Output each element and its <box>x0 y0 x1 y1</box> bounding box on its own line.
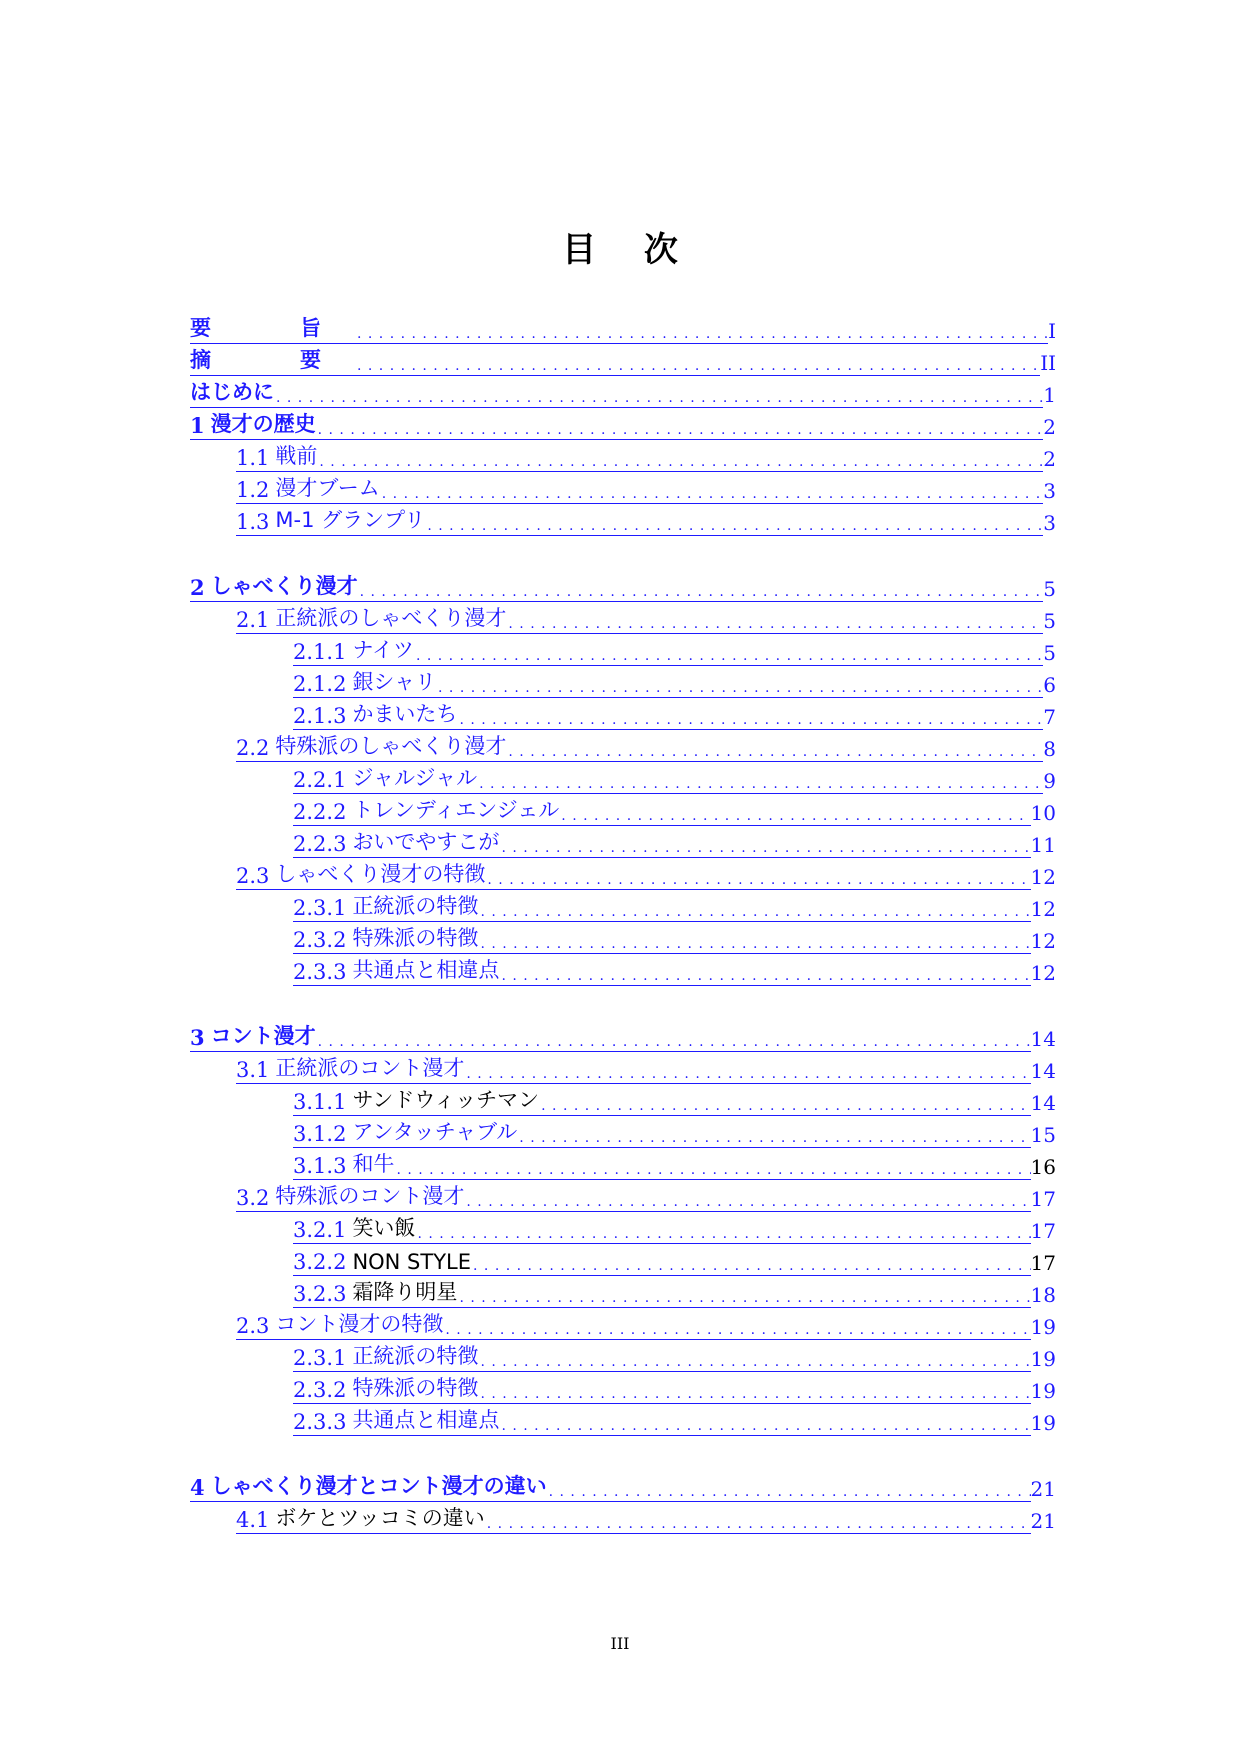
toc-entry-page: 14 <box>1030 1091 1056 1115</box>
toc-entry[interactable] <box>236 506 1056 536</box>
toc-entry-link[interactable] <box>190 314 1048 344</box>
toc-entry-number: 3.1.3 <box>293 1154 347 1178</box>
toc-entry-link[interactable] <box>293 924 1031 954</box>
toc-entry-title: 共通点と相違点 <box>352 958 500 982</box>
toc-entry-title: 正統派のしゃべくり漫才 <box>275 606 507 630</box>
toc-entry-link[interactable] <box>190 1022 1031 1052</box>
toc-entry-page: 17 <box>1030 1187 1056 1211</box>
toc-entry-page: 19 <box>1030 1315 1056 1339</box>
toc-entry-page: I <box>1048 319 1056 343</box>
toc-entry-number: 2.2.3 <box>293 832 347 856</box>
toc-entry-title: 共通点と相違点 <box>352 1408 500 1432</box>
toc-entry[interactable] <box>236 442 1056 472</box>
toc-entry-page: 1 <box>1043 383 1056 407</box>
dot-leader <box>541 1098 1030 1114</box>
toc-entry-link[interactable] <box>236 1182 1031 1212</box>
toc-entry-title: コント漫才 <box>210 1024 316 1048</box>
toc-entry[interactable] <box>293 668 1056 698</box>
toc-entry-title: 特殊派のしゃべくり漫才 <box>275 734 507 758</box>
toc-entry-title: コント漫才の特徴 <box>275 1312 444 1336</box>
toc-entry-number: 1.2 <box>236 478 270 502</box>
toc-entry-number: 2.3.1 <box>293 896 347 920</box>
toc-entry-number: 1.1 <box>236 446 270 470</box>
toc-entry-page: 21 <box>1030 1477 1056 1501</box>
toc-entry-page: 11 <box>1030 833 1056 857</box>
toc-entry-link[interactable] <box>293 668 1043 698</box>
toc-entry[interactable] <box>190 346 1056 376</box>
toc-entry-number: 2.2.2 <box>293 800 347 824</box>
toc-entry-link[interactable] <box>236 1310 1031 1340</box>
toc-entry-link[interactable] <box>293 1086 1031 1116</box>
toc-entry-link[interactable] <box>293 1118 1031 1148</box>
toc-entry-number: 2 <box>190 575 205 600</box>
dot-leader <box>487 872 1030 888</box>
toc-entry-page: 10 <box>1030 801 1056 825</box>
toc-entry-number: 3.2.2 <box>293 1250 347 1274</box>
toc-entry-page: 3 <box>1043 479 1056 503</box>
dot-leader <box>438 680 1043 696</box>
toc-entry[interactable] <box>293 1278 1056 1308</box>
toc-entry[interactable] <box>293 796 1056 826</box>
toc-entry-page: 3 <box>1043 511 1056 535</box>
toc-entry[interactable] <box>236 474 1056 504</box>
toc-entry-page: 7 <box>1043 705 1056 729</box>
toc-entry[interactable] <box>293 1342 1056 1372</box>
toc-entry[interactable] <box>190 1022 1056 1052</box>
toc-entry-number: 2.3 <box>236 864 270 888</box>
toc-entry[interactable] <box>293 764 1056 794</box>
toc-entry[interactable] <box>293 1374 1056 1404</box>
toc-entry-number: 3.1 <box>236 1058 270 1082</box>
toc-entry-link[interactable] <box>236 732 1043 762</box>
toc-entry[interactable] <box>236 1182 1056 1212</box>
toc-entry[interactable] <box>293 956 1056 986</box>
page-number: III <box>610 1634 630 1653</box>
toc-entry-link[interactable] <box>293 1342 1031 1372</box>
toc-entry[interactable] <box>293 1118 1056 1148</box>
toc-entry-page: 8 <box>1043 737 1056 761</box>
toc-entry-title: 特殊派のコント漫才 <box>275 1184 465 1208</box>
toc-entry[interactable] <box>293 1086 1056 1116</box>
toc-entry-link[interactable] <box>236 860 1031 890</box>
toc-entry-title: 銀シャリ <box>352 670 437 694</box>
toc-entry-page: 15 <box>1030 1123 1056 1147</box>
dot-leader <box>501 840 1030 856</box>
dot-leader <box>417 1226 1030 1242</box>
toc-entry-page: 12 <box>1030 865 1056 889</box>
toc-entry[interactable] <box>293 1406 1056 1436</box>
toc-entry-page: 12 <box>1030 897 1056 921</box>
dot-leader <box>382 486 1043 502</box>
toc-entry-title: 特殊派の特徴 <box>352 926 479 950</box>
toc-entry-title: 和牛 <box>352 1152 395 1176</box>
dot-leader <box>508 616 1043 632</box>
dot-leader <box>276 390 1043 406</box>
toc-entry-link[interactable] <box>190 410 1043 440</box>
dot-leader <box>360 584 1044 600</box>
toc-entry-page: 2 <box>1043 415 1056 439</box>
toc-entry-link[interactable] <box>236 506 1043 536</box>
toc-entry-link[interactable] <box>190 572 1043 602</box>
dot-leader <box>519 1130 1030 1146</box>
toc-entry-title: 特殊派の特徴 <box>352 1376 479 1400</box>
toc-entry-page: 5 <box>1043 577 1056 601</box>
toc-entry-title: しゃべくり漫才とコント漫才の違い <box>210 1474 547 1498</box>
toc-entry-number: 4.1 <box>236 1508 270 1532</box>
toc-entry[interactable] <box>190 410 1056 440</box>
toc-entry-page: 18 <box>1030 1283 1056 1307</box>
toc-entry-number: 2.1.1 <box>293 640 347 664</box>
toc-entry-page: 9 <box>1043 769 1056 793</box>
toc-entry-link[interactable] <box>190 1472 1031 1502</box>
toc-entry[interactable] <box>293 1246 1056 1276</box>
toc-entry-number: 3.2 <box>236 1186 270 1210</box>
toc-entry[interactable] <box>236 732 1056 762</box>
toc-entry-number: 2.3.3 <box>293 1410 347 1434</box>
toc-entry-number: 4 <box>190 1475 205 1500</box>
dot-leader <box>459 1290 1030 1306</box>
dot-leader <box>501 968 1030 984</box>
toc-entry-link[interactable] <box>190 378 1043 408</box>
toc-entry-title: 正統派の特徴 <box>352 894 479 918</box>
toc-entry-title: 摘 要 <box>190 348 355 372</box>
dot-leader <box>357 358 1040 374</box>
toc-entry-title: アンタッチャブル <box>352 1120 518 1144</box>
toc-entry-number: 1.3 <box>236 510 270 534</box>
toc-entry-link[interactable] <box>293 1250 1031 1276</box>
toc-entry-page: 19 <box>1030 1347 1056 1371</box>
toc-entry[interactable] <box>190 1472 1056 1502</box>
toc-entry[interactable] <box>190 378 1056 408</box>
toc-entry-link[interactable] <box>236 1054 1031 1084</box>
dot-leader <box>459 712 1043 728</box>
dot-leader <box>501 1418 1030 1434</box>
toc-entry-link[interactable] <box>236 604 1043 634</box>
toc-entry-link[interactable] <box>293 700 1043 730</box>
toc-entry[interactable] <box>293 1214 1056 1244</box>
toc-entry-link[interactable] <box>293 1374 1031 1404</box>
dot-leader <box>487 1516 1031 1532</box>
toc-entry-number: 2.1.2 <box>293 672 347 696</box>
dot-leader <box>466 1194 1030 1210</box>
toc-entry[interactable] <box>236 860 1056 890</box>
toc-entry-page: 12 <box>1030 961 1056 985</box>
toc-entry-page: 5 <box>1043 641 1056 665</box>
toc-entry[interactable] <box>293 1150 1056 1180</box>
toc-entry-number: 3.2.3 <box>293 1282 347 1306</box>
toc-entry-link[interactable] <box>293 764 1043 794</box>
toc-entry-number: 2.3.3 <box>293 960 347 984</box>
toc-entry[interactable] <box>190 572 1056 602</box>
dot-leader <box>357 326 1048 342</box>
toc-entry-title: ナイツ <box>352 638 414 662</box>
toc-entry-link[interactable] <box>293 892 1031 922</box>
toc-entry[interactable] <box>236 1054 1056 1084</box>
toc-entry-number: 2.3.2 <box>293 928 347 952</box>
toc-entry-page: 6 <box>1043 673 1056 697</box>
toc-entry-number: 2.3 <box>236 1314 270 1338</box>
toc-entry-title: かまいたち <box>352 702 458 726</box>
toc-entry-page: 17 <box>1030 1251 1056 1275</box>
toc-entry-link[interactable] <box>236 442 1043 472</box>
toc-entry-title: 戦前 <box>275 444 318 468</box>
toc-entry-page: 2 <box>1043 447 1056 471</box>
toc-entry-title: トレンディエンジェル <box>352 798 560 822</box>
toc-entry-title: 漫才の歴史 <box>210 412 316 436</box>
toc-entry-page: 14 <box>1030 1027 1056 1051</box>
toc-entry-title: M-1 グランプリ <box>275 508 426 532</box>
toc-entry-number: 2.1.3 <box>293 704 347 728</box>
dot-leader <box>480 936 1030 952</box>
toc-entry-number: 1 <box>190 413 205 438</box>
toc-entry-title: サンドウィッチマン <box>352 1088 540 1112</box>
toc-entry-title: 正統派の特徴 <box>352 1344 479 1368</box>
toc-entry-link[interactable] <box>190 346 1040 376</box>
dot-leader <box>416 648 1043 664</box>
toc-entry[interactable] <box>236 1310 1056 1340</box>
toc-entry-link[interactable] <box>236 474 1043 504</box>
dot-leader <box>445 1322 1030 1338</box>
dot-leader <box>508 744 1043 760</box>
dot-leader <box>479 776 1043 792</box>
toc-entry-title: 漫才ブーム <box>275 476 380 500</box>
toc-entry[interactable] <box>236 1504 1056 1534</box>
toc-entry-page: II <box>1040 351 1056 375</box>
dot-leader <box>480 1354 1030 1370</box>
dot-leader <box>473 1258 1031 1274</box>
toc-entry[interactable] <box>293 828 1056 858</box>
toc-entry-page: 19 <box>1030 1379 1056 1403</box>
page-title: 目 次 <box>562 230 696 270</box>
toc-entry-link[interactable] <box>293 636 1043 666</box>
dot-leader <box>318 422 1044 438</box>
toc-entry[interactable] <box>293 700 1056 730</box>
dot-leader <box>427 518 1043 534</box>
toc-entry-title: ジャルジャル <box>352 766 478 790</box>
toc-entry-number: 3.1.2 <box>293 1122 347 1146</box>
dot-leader <box>561 808 1030 824</box>
toc-entry-title: 霜降り明星 <box>352 1280 458 1304</box>
toc-entry-link[interactable] <box>293 1406 1031 1436</box>
toc-entry[interactable] <box>236 604 1056 634</box>
toc-entry-title: しゃべくり漫才 <box>210 574 358 598</box>
toc-entry-title: おいでやすこが <box>352 830 500 854</box>
toc-entry-title: NON STYLE <box>352 1250 472 1274</box>
toc-entry-number: 2.1 <box>236 608 270 632</box>
dot-leader <box>466 1066 1030 1082</box>
toc-entry-link[interactable] <box>236 1504 1031 1534</box>
toc-entry-title: ボケとツッコミの違い <box>275 1506 485 1530</box>
dot-leader <box>396 1162 1030 1178</box>
toc-entry-page: 21 <box>1030 1509 1056 1533</box>
toc-entry-number: 2.2.1 <box>293 768 347 792</box>
dot-leader <box>549 1484 1031 1500</box>
dot-leader <box>318 1034 1031 1050</box>
toc-entry-link[interactable] <box>293 1214 1031 1244</box>
toc-entry-number: 2.3.2 <box>293 1378 347 1402</box>
toc-entry-title: 要 旨 <box>190 316 355 340</box>
toc-entry-link[interactable] <box>293 1278 1031 1308</box>
toc-entry-number: 3 <box>190 1025 205 1050</box>
toc-entry[interactable] <box>293 892 1056 922</box>
toc-entry-page: 14 <box>1030 1059 1056 1083</box>
toc-entry-page: 12 <box>1030 929 1056 953</box>
toc-entry-link[interactable] <box>293 828 1031 858</box>
toc-entry[interactable] <box>293 636 1056 666</box>
toc-entry-page: 19 <box>1030 1411 1056 1435</box>
toc-entry-page: 17 <box>1030 1219 1056 1243</box>
toc-entry-page: 5 <box>1043 609 1056 633</box>
toc-entry-title: しゃべくり漫才の特徴 <box>275 862 486 886</box>
toc-entry-title: 笑い飯 <box>352 1216 416 1240</box>
toc-entry-link[interactable] <box>293 1150 1031 1180</box>
toc-entry-title: 正統派のコント漫才 <box>275 1056 465 1080</box>
dot-leader <box>480 904 1030 920</box>
dot-leader <box>480 1386 1030 1402</box>
toc-entry-number: 3.1.1 <box>293 1090 347 1114</box>
toc-entry-page: 16 <box>1030 1155 1056 1179</box>
toc-entry-number: 2.2 <box>236 736 270 760</box>
toc-entry-link[interactable] <box>293 796 1031 826</box>
toc-entry[interactable] <box>190 314 1056 344</box>
toc-entry-link[interactable] <box>293 956 1031 986</box>
toc-entry-number: 2.3.1 <box>293 1346 347 1370</box>
toc-entry-title: はじめに <box>190 380 274 404</box>
toc-entry-number: 3.2.1 <box>293 1218 347 1242</box>
toc-entry[interactable] <box>293 924 1056 954</box>
dot-leader <box>319 454 1043 470</box>
